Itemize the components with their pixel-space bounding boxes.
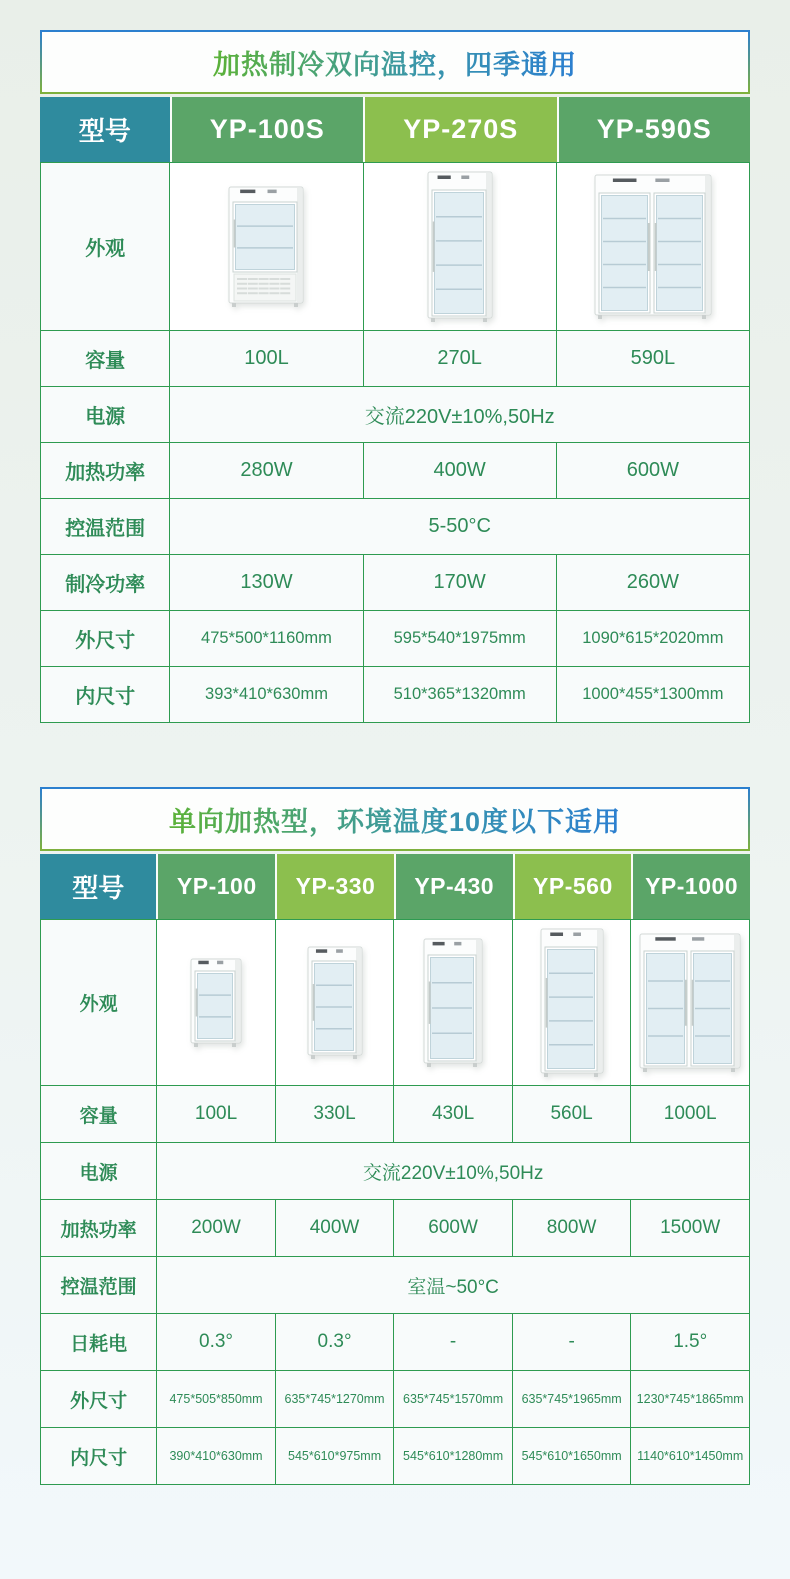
row-label: 外观	[41, 920, 157, 1086]
spec-row	[41, 1086, 750, 1143]
spec-value: 1000*455*1300mm	[556, 667, 749, 723]
cabinet-image	[540, 928, 604, 1078]
spec-row	[41, 387, 750, 443]
spec-value: 595*540*1975mm	[363, 611, 556, 667]
spec-value: 1140*610*1450mm	[631, 1428, 750, 1485]
model-header: YP-100	[156, 854, 275, 919]
model-header: YP-590S	[557, 97, 750, 162]
appearance-cell	[170, 163, 363, 331]
row-label: 容量	[41, 1086, 157, 1143]
spec-row	[41, 1200, 750, 1257]
model-header-row	[40, 97, 750, 162]
row-label: 加热功率	[41, 443, 170, 499]
spec-value: 430L	[394, 1086, 513, 1143]
spec-value: 170W	[363, 555, 556, 611]
row-label: 控温范围	[41, 499, 170, 555]
corner-model-label: 型号	[40, 97, 170, 162]
dual-temp-spec-table	[40, 0, 750, 723]
spec-value: -	[394, 1314, 513, 1371]
spec-value: 400W	[363, 443, 556, 499]
appearance-cell	[512, 920, 631, 1086]
spec-row	[41, 1428, 750, 1485]
spec-value: 0.3°	[275, 1314, 394, 1371]
spec-row	[41, 1371, 750, 1428]
spec-value: 545*610*1650mm	[512, 1428, 631, 1485]
appearance-cell	[631, 920, 750, 1086]
spec-value: 200W	[157, 1200, 276, 1257]
spec-value: 1500W	[631, 1200, 750, 1257]
spec-value: 800W	[512, 1200, 631, 1257]
spec-value: 390*410*630mm	[157, 1428, 276, 1485]
cabinet-image	[190, 958, 242, 1048]
spec-grid	[40, 162, 750, 723]
model-header: YP-430	[394, 854, 513, 919]
spec-value: 1000L	[631, 1086, 750, 1143]
spec-value: 590L	[556, 331, 749, 387]
model-header-row	[40, 854, 750, 919]
cabinet-image	[594, 174, 712, 320]
cabinet-image	[228, 186, 304, 308]
model-header: YP-1000	[631, 854, 750, 919]
spec-row	[41, 443, 750, 499]
model-header: YP-270S	[363, 97, 556, 162]
cabinet-image	[307, 946, 363, 1060]
spec-grid	[40, 919, 750, 1485]
spec-value: 393*410*630mm	[170, 667, 363, 723]
table-title: 加热制冷双向温控，四季通用	[213, 43, 577, 82]
appearance-row	[41, 920, 750, 1086]
spec-value: 130W	[170, 555, 363, 611]
spec-row	[41, 331, 750, 387]
spec-value: 100L	[170, 331, 363, 387]
table-title: 单向加热型，环境温度10度以下适用	[169, 800, 621, 839]
spec-value: 交流220V±10%,50Hz	[170, 387, 750, 443]
cabinet-image	[423, 938, 483, 1068]
heating-only-spec-table	[40, 787, 750, 1485]
spec-value: 475*505*850mm	[157, 1371, 276, 1428]
spec-value: -	[512, 1314, 631, 1371]
spec-value: 560L	[512, 1086, 631, 1143]
spec-value: 1090*615*2020mm	[556, 611, 749, 667]
row-label: 电源	[41, 1143, 157, 1200]
row-label: 内尺寸	[41, 667, 170, 723]
model-header: YP-100S	[170, 97, 363, 162]
spec-value: 635*745*1570mm	[394, 1371, 513, 1428]
spec-value: 5-50°C	[170, 499, 750, 555]
spec-value: 600W	[556, 443, 749, 499]
appearance-cell	[394, 920, 513, 1086]
spec-value: 510*365*1320mm	[363, 667, 556, 723]
spec-row	[41, 667, 750, 723]
corner-model-label: 型号	[40, 854, 156, 919]
appearance-cell	[363, 163, 556, 331]
row-label: 外观	[41, 163, 170, 331]
appearance-cell	[157, 920, 276, 1086]
spec-value: 475*500*1160mm	[170, 611, 363, 667]
appearance-cell	[556, 163, 749, 331]
row-label: 加热功率	[41, 1200, 157, 1257]
spec-value: 270L	[363, 331, 556, 387]
spec-row	[41, 1143, 750, 1200]
spec-value: 635*745*1270mm	[275, 1371, 394, 1428]
spec-row	[41, 555, 750, 611]
row-label: 内尺寸	[41, 1428, 157, 1485]
appearance-row	[41, 163, 750, 331]
row-label: 外尺寸	[41, 1371, 157, 1428]
spec-value: 1.5°	[631, 1314, 750, 1371]
spec-value: 545*610*1280mm	[394, 1428, 513, 1485]
spec-value: 280W	[170, 443, 363, 499]
spec-row	[41, 1257, 750, 1314]
row-label: 控温范围	[41, 1257, 157, 1314]
row-label: 制冷功率	[41, 555, 170, 611]
spec-value: 100L	[157, 1086, 276, 1143]
spec-value: 400W	[275, 1200, 394, 1257]
spec-value: 260W	[556, 555, 749, 611]
spec-value: 600W	[394, 1200, 513, 1257]
spec-row	[41, 611, 750, 667]
appearance-cell	[275, 920, 394, 1086]
spec-value: 0.3°	[157, 1314, 276, 1371]
cabinet-image	[639, 933, 741, 1073]
row-label: 容量	[41, 331, 170, 387]
model-header: YP-560	[513, 854, 632, 919]
spec-row	[41, 499, 750, 555]
model-header: YP-330	[275, 854, 394, 919]
table-title-band	[40, 787, 750, 851]
spec-value: 1230*745*1865mm	[631, 1371, 750, 1428]
row-label: 外尺寸	[41, 611, 170, 667]
spec-value: 室温~50°C	[157, 1257, 750, 1314]
spec-row	[41, 1314, 750, 1371]
row-label: 日耗电	[41, 1314, 157, 1371]
table-title-band	[40, 30, 750, 94]
spec-value: 635*745*1965mm	[512, 1371, 631, 1428]
spec-value: 交流220V±10%,50Hz	[157, 1143, 750, 1200]
row-label: 电源	[41, 387, 170, 443]
spec-value: 545*610*975mm	[275, 1428, 394, 1485]
spec-value: 330L	[275, 1086, 394, 1143]
cabinet-image	[427, 171, 493, 323]
